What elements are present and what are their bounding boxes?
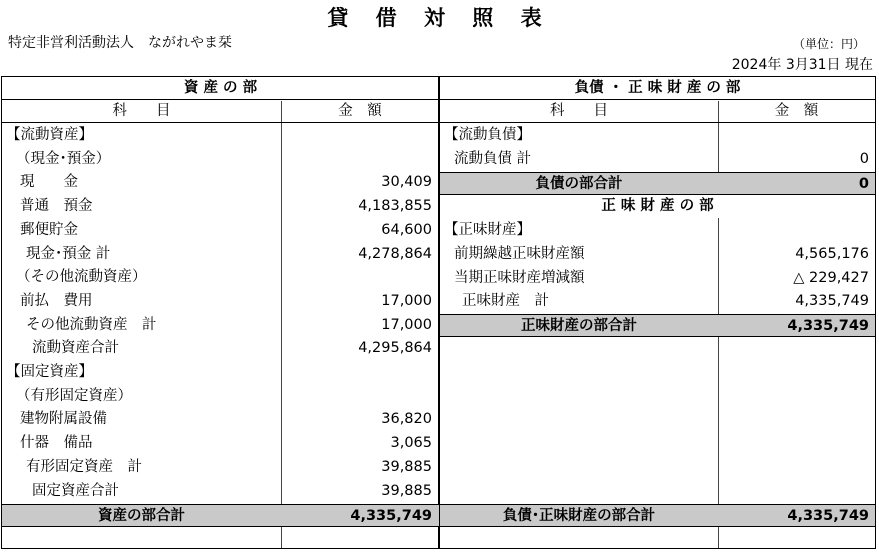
asset-row-label: 【流動資産】 (6, 127, 93, 143)
asset-row (2, 171, 439, 194)
asset-row-label: 有形固定資産 計 (26, 458, 142, 475)
asset-row-label: 流動資産合計 (32, 340, 119, 357)
net-assets-row (440, 290, 875, 313)
asset-row-label: （現金･預金） (16, 150, 111, 167)
asset-row-amount: 4,183,855 (358, 198, 432, 215)
asset-row-amount: 36,820 (381, 411, 432, 428)
net-assets-row-amount: 4,565,176 (795, 246, 869, 262)
asset-row-amount: 17,000 (381, 292, 432, 309)
asset-row-label: （有形固定資産） (16, 387, 132, 404)
asset-row-amount: 4,295,864 (358, 340, 432, 357)
asset-row (2, 124, 439, 147)
balance-sheet-table (1, 76, 876, 549)
assets-column-header: 科 目 金 額 (2, 100, 439, 123)
asset-row-label: 普通 預金 (20, 198, 93, 215)
asset-row-label: 現 金 (20, 174, 78, 191)
asset-row (2, 456, 439, 479)
asset-row-label: 現金･預金 計 (26, 245, 111, 262)
asset-row-label: 前払 費用 (20, 292, 93, 309)
net-assets-row (440, 267, 875, 290)
asset-row (2, 266, 439, 289)
asset-row-amount: 30,409 (381, 174, 432, 191)
assets-total-row: 資産の部合計 4,335,749 (2, 504, 439, 527)
current-liabilities-total-row: 流動負債 計 0 (454, 151, 869, 167)
asset-row (2, 195, 439, 218)
asset-row (2, 361, 439, 384)
liabilities-section-header: 負債 ・ 正 味 財 産 の 部 (440, 77, 875, 100)
asset-row (2, 219, 439, 242)
net-assets-header: 【正味財産】 (444, 222, 531, 238)
asset-row-label: 固定資産合計 (32, 482, 119, 499)
asset-row-label: 建物附属設備 (20, 411, 107, 428)
net-assets-total-row: 正味財産の部合計 4,335,749 (440, 314, 875, 337)
asset-row-amount: 4,278,864 (358, 245, 432, 262)
liabilities-total-row: 負債の部合計 0 (440, 172, 875, 195)
liabilities-net-assets-total-row: 負債･正味財産の部合計 4,335,749 (440, 504, 875, 527)
document-title: 貸 借 対 照 表 (327, 6, 552, 30)
asset-row-label: 【固定資産】 (6, 364, 93, 380)
asset-row (2, 314, 439, 337)
net-assets-section-header: 正 味 財 産 の 部 (440, 195, 875, 218)
asset-row (2, 148, 439, 171)
net-assets-row-amount: 4,335,749 (795, 293, 869, 310)
asset-row-amount: 3,065 (390, 435, 432, 452)
organization-name: 特定非営利活動法人 ながれやま栞 (8, 35, 232, 51)
net-assets-row-amount: △ 229,427 (793, 269, 869, 286)
assets-section-header: 資 産 の 部 (2, 77, 439, 100)
asset-row-amount: 39,885 (381, 482, 432, 499)
net-assets-row-label: 正味財産 計 (462, 293, 549, 310)
net-assets-row-label: 当期正味財産増減額 (454, 269, 585, 286)
asset-row (2, 290, 439, 313)
report-date: 2024年 3月31日 現在 (731, 57, 873, 73)
asset-row-amount: 64,600 (381, 221, 432, 238)
asset-row-label: その他流動資産 計 (26, 316, 157, 333)
liabilities-column-header: 科 目 金 額 (440, 100, 875, 123)
asset-row (2, 385, 439, 408)
asset-row-amount: 39,885 (381, 458, 432, 475)
asset-row (2, 408, 439, 431)
asset-row-label: （その他流動資産） (16, 269, 147, 286)
asset-row (2, 337, 439, 360)
asset-row (2, 432, 439, 455)
unit-label: （単位：円） (792, 37, 865, 51)
net-assets-row (440, 243, 875, 266)
asset-row (2, 243, 439, 266)
asset-row-amount: 17,000 (381, 316, 432, 333)
asset-row-label: 什器 備品 (20, 435, 93, 452)
asset-row-label: 郵便貯金 (20, 221, 78, 238)
current-liabilities-header: 【流動負債】 (444, 127, 531, 143)
net-assets-row-label: 前期繰越正味財産額 (454, 246, 585, 262)
asset-row (2, 480, 439, 503)
